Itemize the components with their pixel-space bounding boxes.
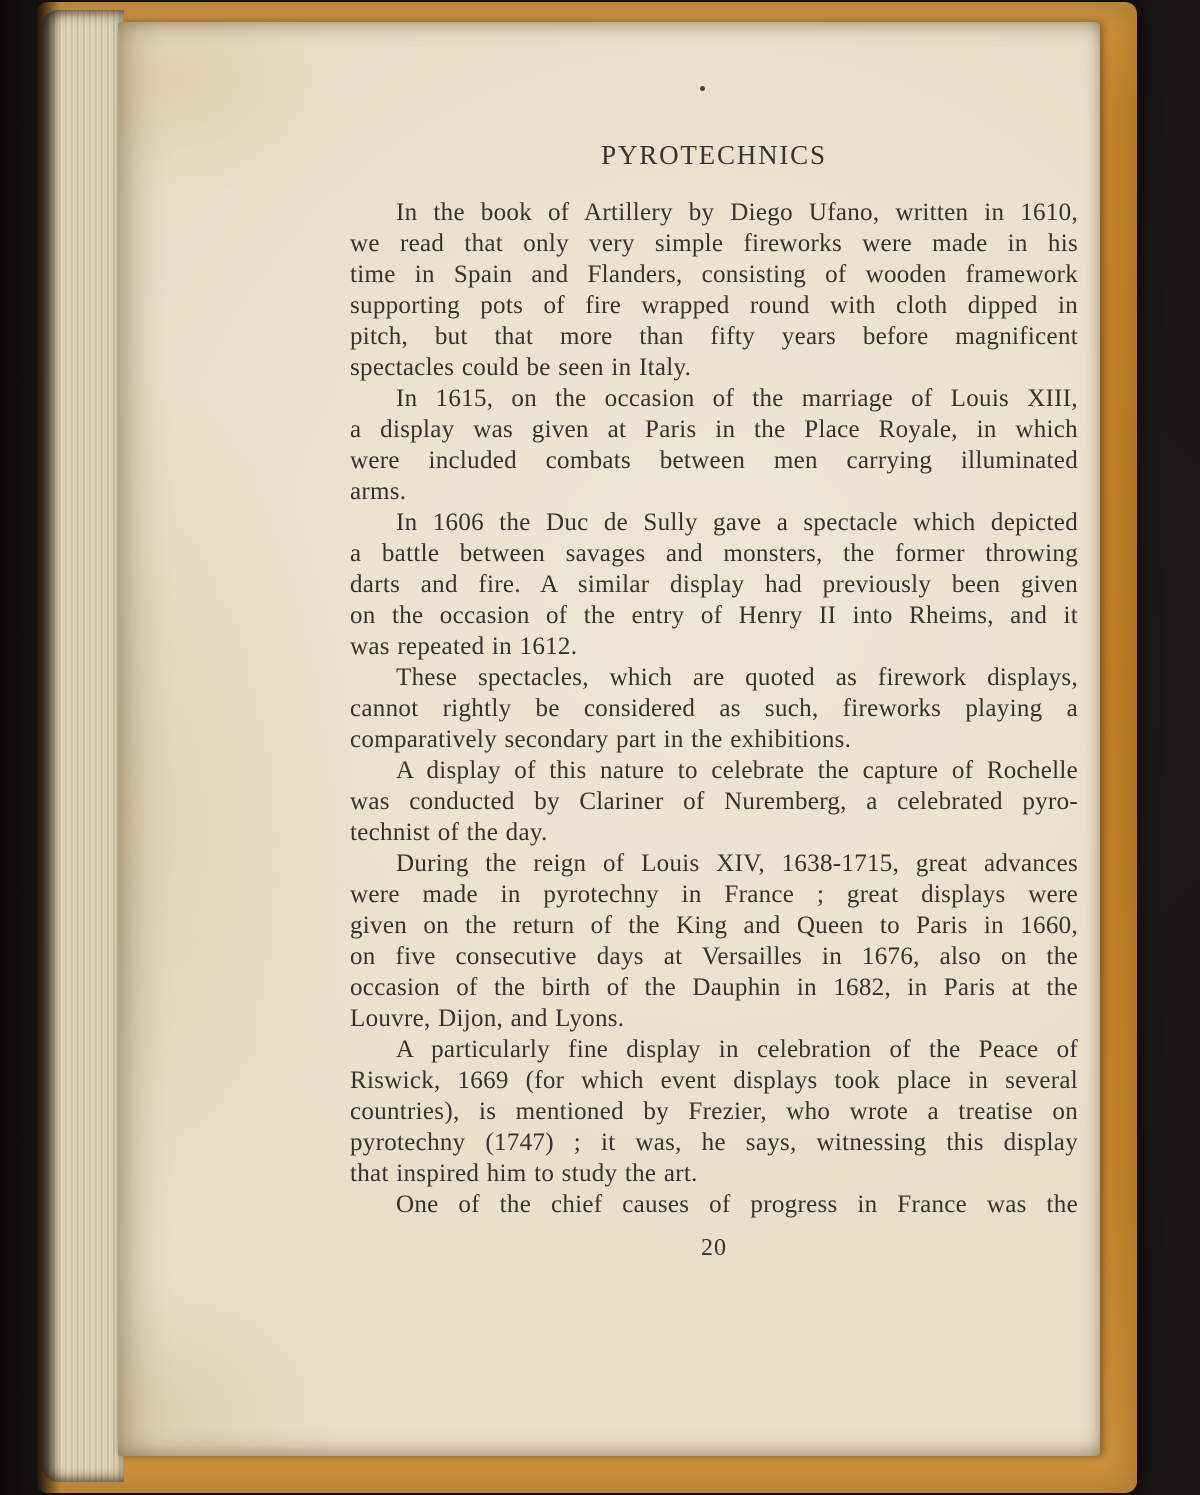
text-line: pyrotechny (1747) ; it was, he says, witnessing this display (350, 1129, 1078, 1156)
text-line: countries), is mentioned by Frezier, who wrote a treatise on (350, 1098, 1078, 1125)
text-line: we read that only very simple fireworks were made in his (350, 230, 1078, 257)
text-line: given on the return of the King and Queen to Paris in 1660, (350, 912, 1078, 939)
text-line: that inspired him to study the art. (350, 1160, 698, 1187)
text-line: Riswick, 1669 (for which event displays took place in several (350, 1067, 1078, 1094)
text-line: time in Spain and Flanders, consisting of wooden framework (350, 261, 1078, 288)
page-heading: PYROTECHNICS (601, 140, 827, 170)
text-line: were made in pyrotechny in France ; great displays were (350, 881, 1078, 908)
paragraph (350, 383, 1078, 507)
paragraph (350, 1189, 1078, 1220)
text-line: occasion of the birth of the Dauphin in 1682, in Paris at the (350, 974, 1078, 1001)
text-line: A particularly fine display in celebration of the Peace of (396, 1036, 1078, 1063)
text-line: a display was given at Paris in the Place Royale, in which (350, 416, 1078, 443)
text-line: were included combats between men carrying illuminated (350, 447, 1078, 474)
text-line: One of the chief causes of progress in France was the (396, 1191, 1078, 1218)
paragraph (350, 1034, 1078, 1189)
text-line: spectacles could be seen in Italy. (350, 354, 692, 381)
text-line: comparatively secondary part in the exhibitions. (350, 726, 852, 753)
text-line: A display of this nature to celebrate the capture of Rochelle (396, 757, 1078, 784)
text-line: on the occasion of the entry of Henry II into Rheims, and it (350, 602, 1078, 629)
text-line: In 1606 the Duc de Sully gave a spectacle which depicted (396, 509, 1078, 536)
page-edges-stack (42, 10, 124, 1482)
paragraph (350, 755, 1078, 848)
text-line: cannot rightly be considered as such, fireworks playing a (350, 695, 1078, 722)
text-line: pitch, but that more than fifty years before magnificent (350, 323, 1078, 350)
text-line: These spectacles, which are quoted as firework displays, (396, 664, 1078, 691)
page-number: 20 (701, 1235, 727, 1261)
text-line: In the book of Artillery by Diego Ufano, written in 1610, (396, 199, 1078, 226)
text-line: was repeated in 1612. (350, 633, 578, 660)
paragraph (350, 662, 1078, 755)
text-line: supporting pots of fire wrapped round with cloth dipped in (350, 292, 1078, 319)
text-line: arms. (350, 478, 407, 505)
text-line: darts and fire. A similar display had previously been given (350, 571, 1078, 598)
paragraph (350, 848, 1078, 1034)
text-line: During the reign of Louis XIV, 1638-1715, great advances (396, 850, 1078, 877)
book-page (118, 22, 1100, 1456)
text-line: a battle between savages and monsters, the former throwing (350, 540, 1078, 567)
text-line: In 1615, on the occasion of the marriage of Louis XIII, (396, 385, 1078, 412)
text-line: was conducted by Clariner of Nuremberg, a celebrated pyro- (350, 788, 1078, 815)
paragraph (350, 197, 1078, 383)
paragraph (350, 507, 1078, 662)
text-line: on five consecutive days at Versailles in 1676, also on the (350, 943, 1078, 970)
text-line: Louvre, Dijon, and Lyons. (350, 1005, 625, 1032)
text-block (350, 140, 1078, 1264)
ink-speck (700, 86, 705, 91)
text-line: technist of the day. (350, 819, 548, 846)
